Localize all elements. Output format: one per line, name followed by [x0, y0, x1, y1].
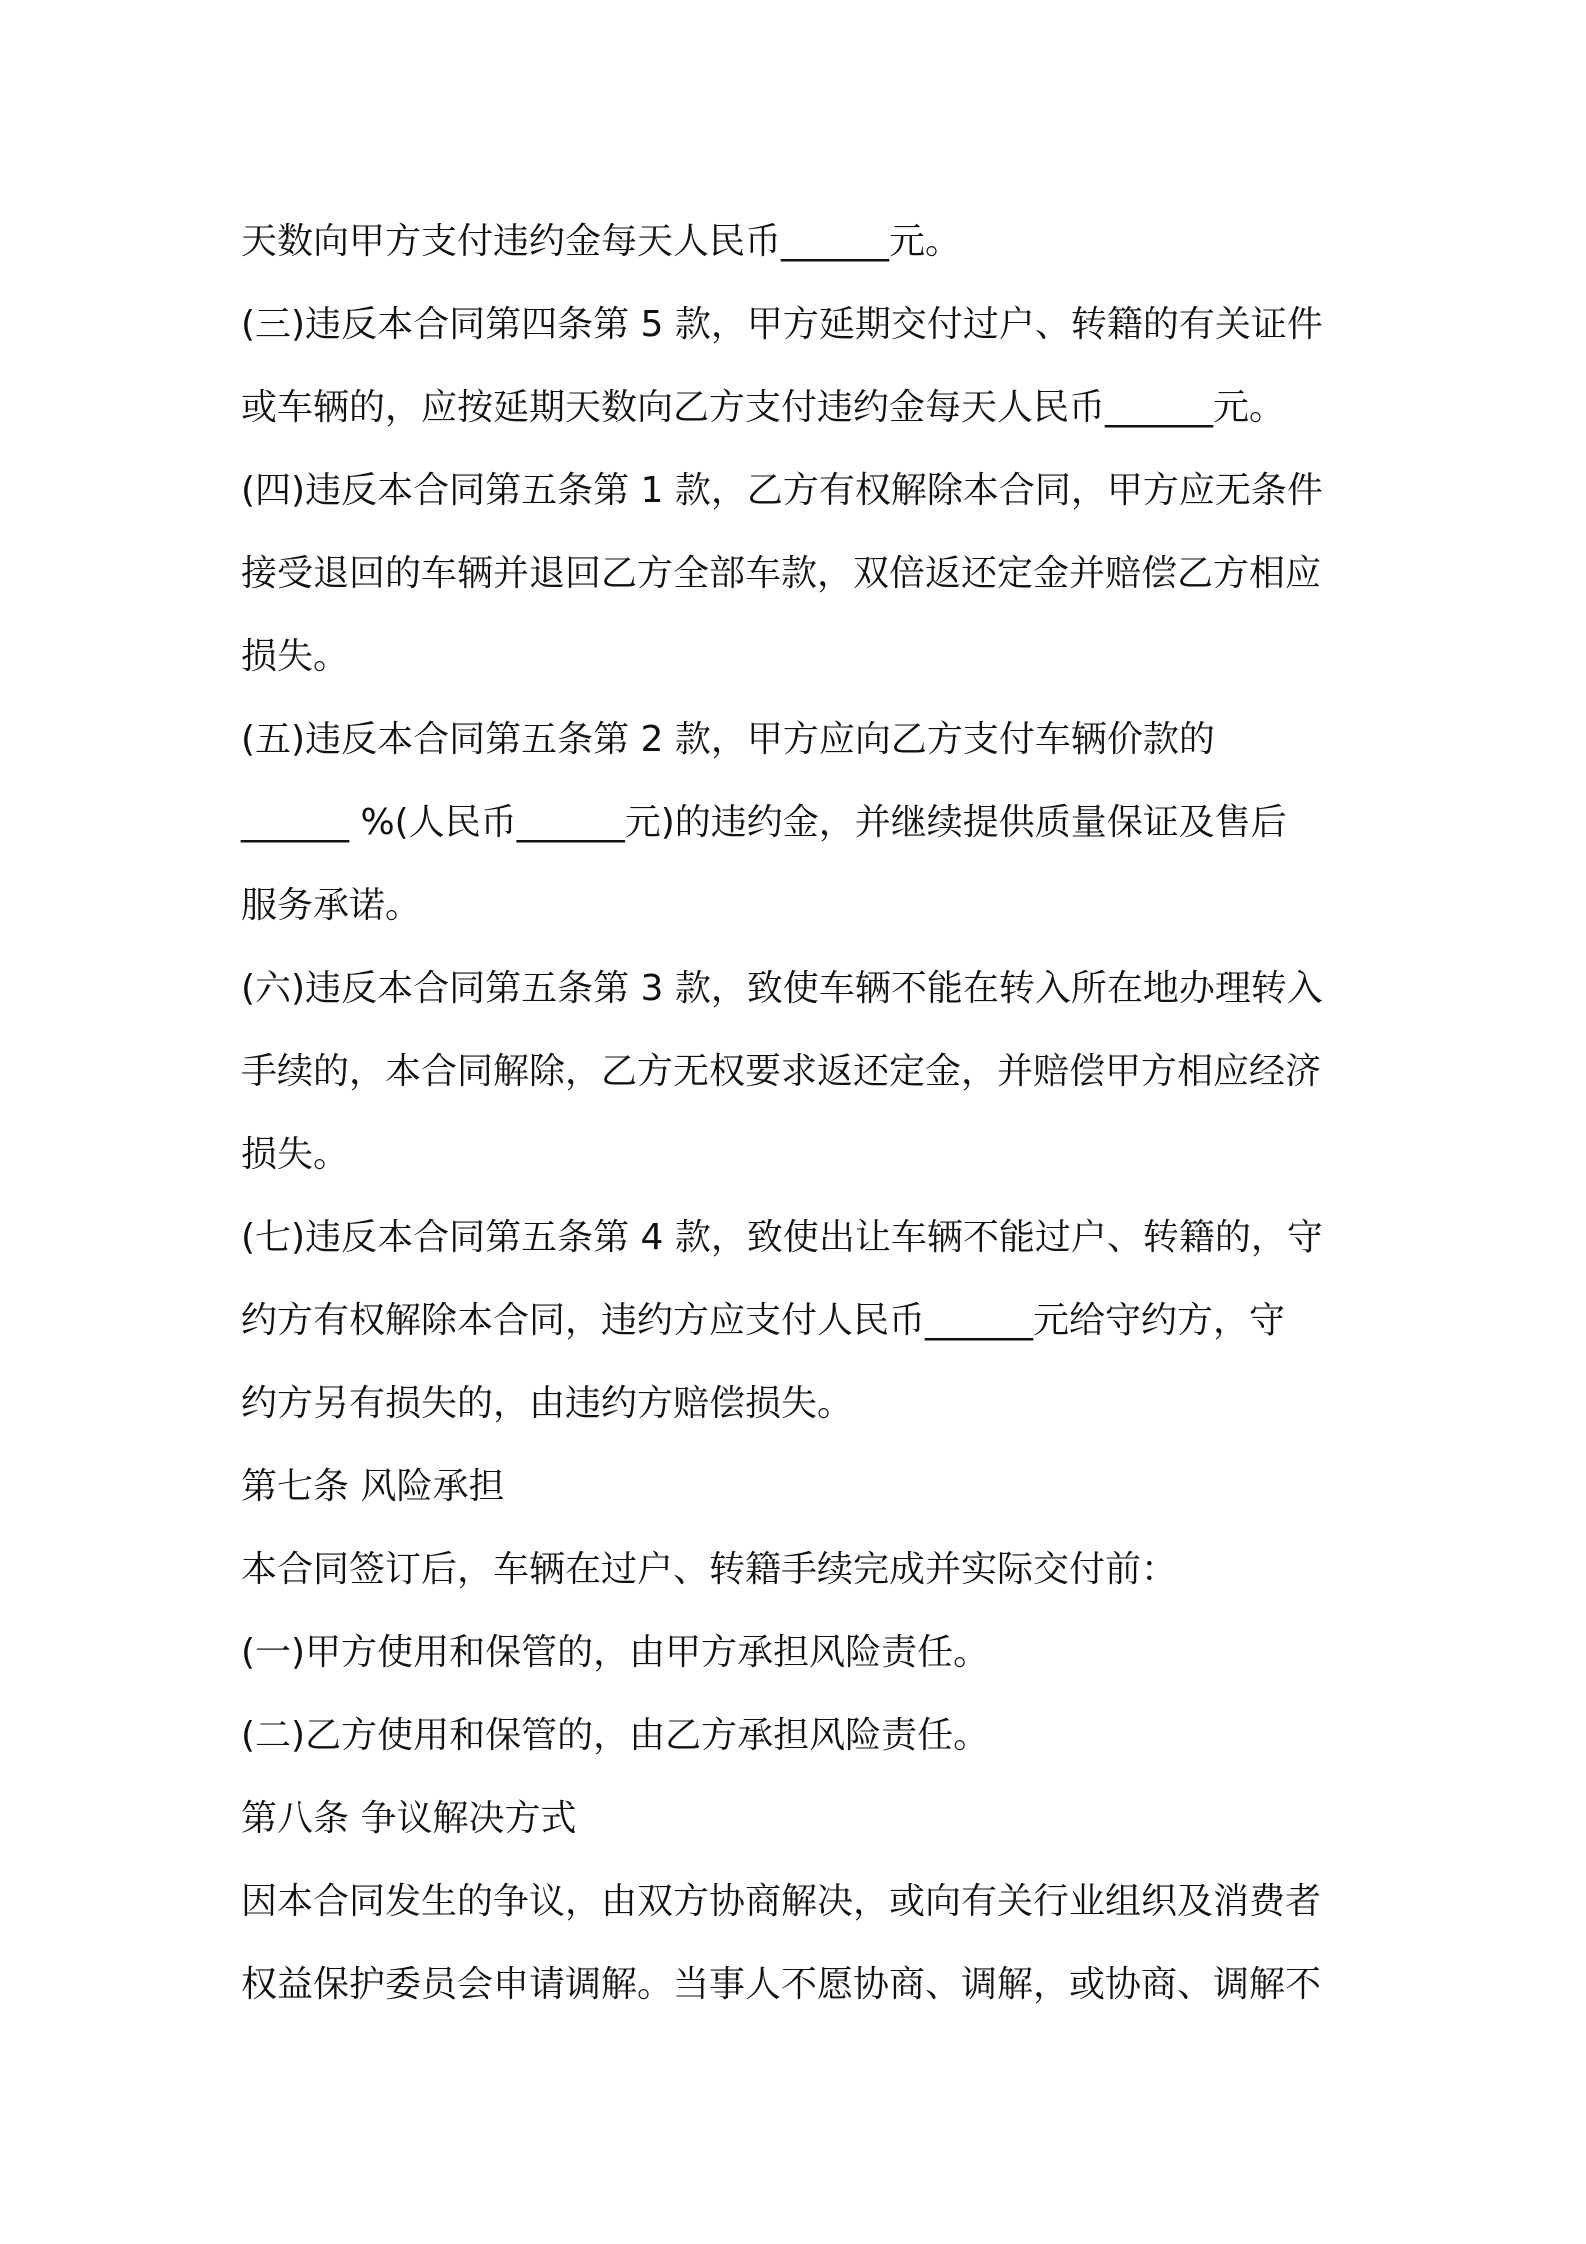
- text-line: (三)违反本合同第四条第 5 款，甲方延期交付过户、转籍的有关证件: [241, 304, 1323, 345]
- document-body: [241, 200, 1361, 2026]
- text-line: 手续的，本合同解除，乙方无权要求返还定金，并赔偿甲方相应经济: [241, 1051, 1322, 1092]
- text-line: (四)违反本合同第五条第 1 款，乙方有权解除本合同，甲方应无条件: [241, 470, 1323, 511]
- text-line: 因本合同发生的争议，由双方协商解决，或向有关行业组织及消费者: [241, 1881, 1322, 1922]
- text-line: 权益保护委员会申请调解。当事人不愿协商、调解，或协商、调解不: [241, 1964, 1322, 2005]
- text-line: 或车辆的，应按延期天数向乙方支付违约金每天人民币______元。: [241, 387, 1286, 428]
- text-line: 约方有权解除本合同，违约方应支付人民币______元给守约方，守: [241, 1300, 1286, 1341]
- text-line: (五)违反本合同第五条第 2 款，甲方应向乙方支付车辆价款的: [241, 719, 1215, 760]
- text-line: 接受退回的车辆并退回乙方全部车款，双倍返还定金并赔偿乙方相应: [241, 553, 1322, 594]
- section-heading-article-8: 第八条 争议解决方式: [241, 1798, 577, 1839]
- text-line: 服务承诺。: [241, 885, 422, 926]
- text-line: (一)甲方使用和保管的，由甲方承担风险责任。: [241, 1632, 990, 1673]
- text-line: 损失。: [241, 636, 350, 677]
- text-line: (六)违反本合同第五条第 3 款，致使车辆不能在转入所在地办理转入: [241, 968, 1323, 1009]
- section-heading-article-7: 第七条 风险承担: [241, 1466, 505, 1507]
- text-line: (七)违反本合同第五条第 4 款，致使出让车辆不能过户、转籍的，守: [241, 1217, 1323, 1258]
- text-line: 损失。: [241, 1134, 350, 1175]
- text-line: ______ %(人民币______元)的违约金，并继续提供质量保证及售后: [241, 802, 1287, 843]
- text-line: 约方另有损失的，由违约方赔偿损失。: [241, 1383, 854, 1424]
- text-line: 本合同签订后，车辆在过户、转籍手续完成并实际交付前：: [241, 1549, 1178, 1590]
- text-line: (二)乙方使用和保管的，由乙方承担风险责任。: [241, 1715, 990, 1756]
- text-line: 天数向甲方支付违约金每天人民币______元。: [241, 221, 962, 262]
